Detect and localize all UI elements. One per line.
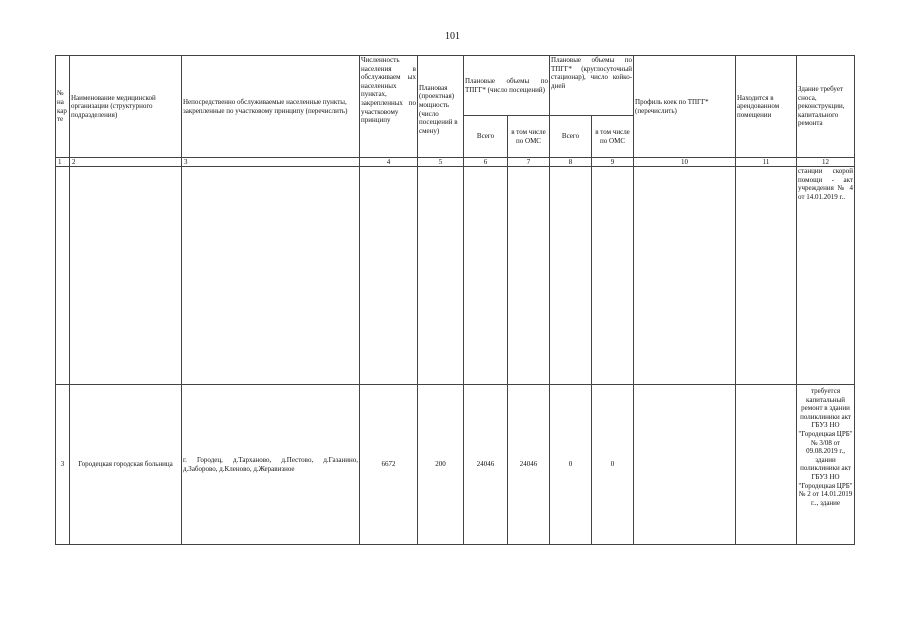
colnum-9: 9 [592,158,634,167]
colnum-6: 6 [464,158,508,167]
colnum-11: 11 [736,158,797,167]
beddays-total-value: 0 [550,385,592,545]
colnum-4: 4 [360,158,418,167]
beddays-oms-value: 0 [592,385,634,545]
header-col3: Непосредственно обслуживаемые населенные пункты, закрепленные по участковому принципу (перечислить) [182,56,360,158]
header-col4: Численность населения в обслуживаем ых населенных пунктах, закрепленных по участковому принципу [360,56,418,158]
colnum-12: 12 [797,158,855,167]
header-col7: в том числе по ОМС [508,116,550,158]
page-number: 101 [445,31,460,42]
header-col2: Наименование медицинской организации (структурного подразделения) [70,56,182,158]
row-number: 3 [56,385,70,545]
organization-name: Городецкая городская больница [70,385,182,545]
header-col8: Всего [550,116,592,158]
header-col1: № на кар те [56,56,70,158]
continued-building-note: станции скорой помощи - акт учреждения № 4 от 14.01.2019 г.. [797,167,855,385]
bed-profile [634,385,736,545]
colnum-5: 5 [418,158,464,167]
visits-oms-value: 24046 [508,385,550,545]
colnum-8: 8 [550,158,592,167]
header-group-beddays: Плановые объемы по ТПГГ* (круглосуточный стационар), число койко-дней [550,56,634,116]
header-col11: Находится в арендованном помещении [736,56,797,158]
header-col6: Всего [464,116,508,158]
colnum-2: 2 [70,158,182,167]
table-row-continued [56,167,855,385]
header-col10: Профиль коек по ТПГГ* (перечислить) [634,56,736,158]
rented-flag [736,385,797,545]
localities-list: г. Городец, д.Тарханово, д.Пестово, д.Газанино, д.Заборово, д.Кленово, д.Жеравизное [182,385,360,545]
colnum-3: 3 [182,158,360,167]
table-row [56,385,855,545]
colnum-7: 7 [508,158,550,167]
capacity-value: 200 [418,385,464,545]
header-row-1 [56,56,855,116]
facilities-table [55,55,855,545]
column-number-row [56,158,855,167]
header-group-visits: Плановые объемы по ТПГГ* (число посещений) [464,56,550,116]
building-repair-note: требуется капитальный ремонт в здании поликлиники акт ГБУЗ НО "Городецкая ЦРБ" № 3/08 от 09.08.2019 г., здании поликлиники акт ГБУЗ НО "Городецкая ЦРБ" № 2 от 14.01.2019 г.., здание [797,385,855,545]
colnum-10: 10 [634,158,736,167]
visits-total-value: 24046 [464,385,508,545]
header-col12: Здание требует сноса, реконструкции, капитального ремонта [797,56,855,158]
header-col9: в том числе по ОМС [592,116,634,158]
population-value: 6672 [360,385,418,545]
colnum-1: 1 [56,158,70,167]
header-col5: Плановая (проектная) мощность (число посещений в смену) [418,56,464,158]
